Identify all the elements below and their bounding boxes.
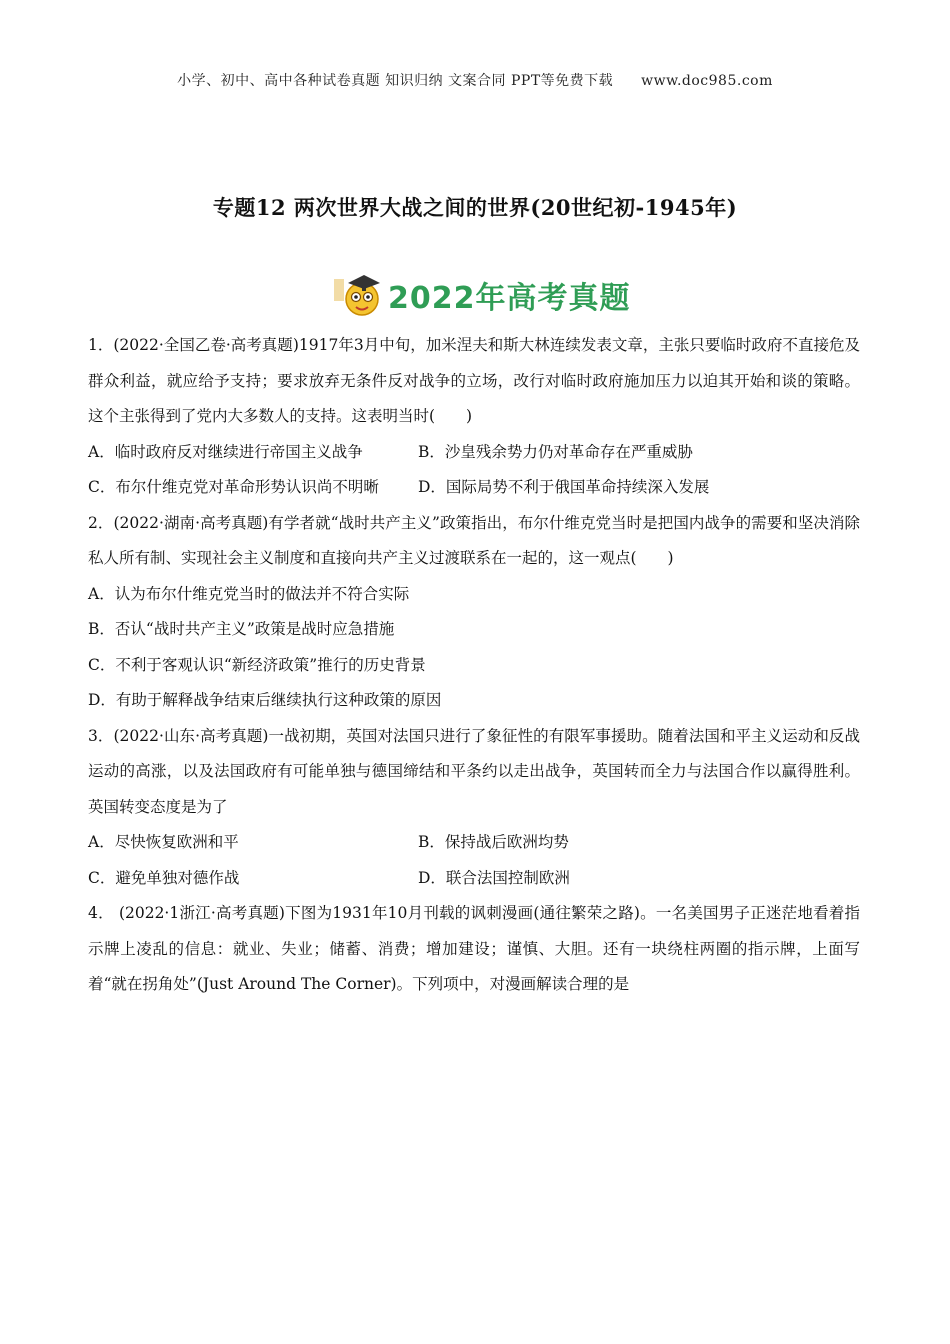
question-3-stem: 3．(2022·山东·高考真题)一战初期，英国对法国只进行了象征性的有限军事援助。随着法国和平主义运动和反战运动的高涨，以及法国政府有可能单独与德国缔结和平条约以走出战争，英国转而全力与法国合作以赢得胜利。英国转变态度是为了: [88, 726, 860, 816]
question-2-stem: 2．(2022·湖南·高考真题)有学者就“战时共产主义”政策指出，布尔什维克党当时是把国内战争的需要和坚决消除私人所有制、实现社会主义制度和直接向共产主义过渡联系在一起的，这一观点( ): [88, 513, 860, 567]
question-3-option-a[interactable]: A．尽快恢复欧洲和平: [88, 833, 239, 851]
question-list: [88, 328, 860, 1003]
question-1-options-row-2: [88, 470, 860, 506]
question-1-option-b[interactable]: B．沙皇残余势力仍对革命存在严重威胁: [418, 442, 693, 461]
page-header: [0, 70, 950, 90]
mascot-logo-icon: [332, 271, 384, 319]
question-1-options-row-1: [88, 435, 860, 471]
header-site-link[interactable]: www.doc985.com: [641, 73, 773, 89]
question-3-options-row-1: [88, 825, 860, 861]
question-1-option-a[interactable]: A．临时政府反对继续进行帝国主义战争: [88, 442, 363, 461]
question-4-stem: 4． (2022·1浙江·高考真题)下图为1931年10月刊载的讽刺漫画(通往繁荣之路)。一名美国男子正迷茫地看着指示牌上凌乱的信息：就业、失业；储蓄、消费；增加建设；谨慎、大胆。还有一块绕柱两圈的指示牌，上面写着“就在拐角处”(Just Around The Corner)。下列项中，对漫画解读合理的是: [88, 904, 860, 993]
question-3-option-d[interactable]: D．联合法国控制欧洲: [418, 868, 570, 887]
question-2-option-a[interactable]: A．认为布尔什维克党当时的做法并不符合实际: [88, 584, 410, 603]
section-banner: [332, 270, 631, 320]
page-title: 专题12 两次世界大战之间的世界(20世纪初-1945年): [212, 195, 738, 220]
question-3-options-row-2: [88, 861, 860, 897]
question-2-option-d[interactable]: D．有助于解释战争结束后继续执行这种政策的原因: [88, 691, 442, 709]
question-2-option-c[interactable]: C．不利于客观认识“新经济政策”推行的历史背景: [88, 655, 426, 674]
question-3-option-b[interactable]: B．保持战后欧洲均势: [418, 833, 569, 851]
question-1-option-d[interactable]: D．国际局势不利于俄国革命持续深入发展: [418, 478, 710, 496]
banner-text: 2022年高考真题: [388, 281, 631, 316]
question-1-stem: 1．(2022·全国乙卷·高考真题)1917年3月中旬，加米涅夫和斯大林连续发表文章，主张只要临时政府不直接危及群众利益，就应给予支持；要求放弃无条件反对战争的立场，改行对临时政府施加压力以迫其开始和谈的策略。这个主张得到了党内大多数人的支持。这表明当时( ): [88, 336, 860, 425]
question-1-option-c[interactable]: C．布尔什维克党对革命形势认识尚不明晰: [88, 478, 379, 496]
question-2-option-b[interactable]: B．否认“战时共产主义”政策是战时应急措施: [88, 620, 395, 638]
header-tagline: 小学、初中、高中各种试卷真题 知识归纳 文案合同 PPT等免费下载: [177, 73, 614, 89]
question-3-option-c[interactable]: C．避免单独对德作战: [88, 868, 240, 887]
